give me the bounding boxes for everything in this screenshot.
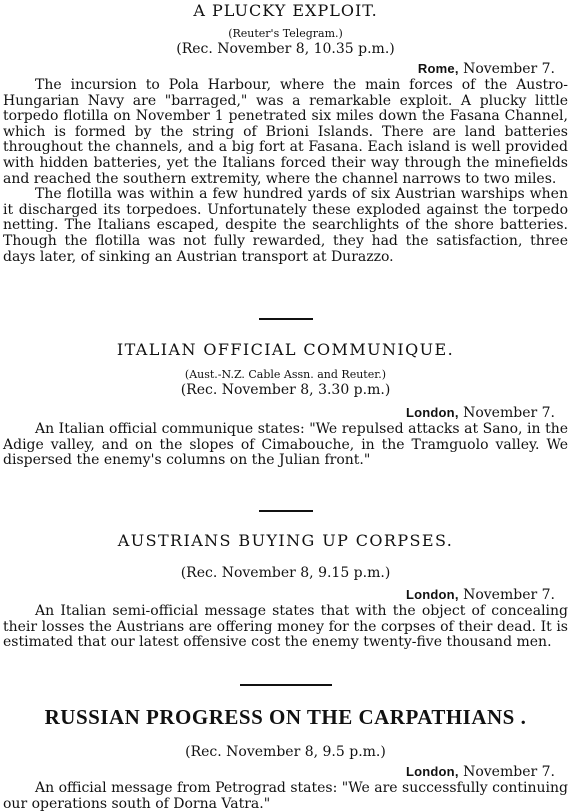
dateline-date: November 7. — [463, 587, 555, 603]
divider-rule — [240, 684, 332, 686]
received-time: (Rec. November 8, 3.30 p.m.) — [180, 382, 391, 398]
dateline-city: Rome, — [417, 61, 459, 76]
paragraph: The flotilla was within a few hundred yards of six Austrian warships when it discharged its torpedoes. Unfortunately these exploded against the torpedo netting. The Italians escaped, despite the searchlights of the shore batteries. Though the flotilla was not fully rewarded, they had the satisfaction, three days later, of sinking an Austrian transport at Durazzo. — [3, 186, 568, 265]
headline: AUSTRIANS BUYING UP CORPSES. — [117, 531, 454, 550]
paragraph: An Italian official communique states: "We repulsed attacks at Sano, in the Adige valley, and on the slopes of Cimabouche, in the Tramguolo valley. We dispersed the enemy's columns on the Julian front." — [3, 421, 568, 469]
headline: A PLUCKY EXPLOIT. — [193, 1, 378, 20]
dateline-date: November 7. — [463, 61, 555, 77]
dateline-city: London, — [405, 764, 459, 779]
divider-rule — [259, 318, 313, 320]
dateline — [0, 763, 571, 781]
news-agency-credit: (Aust.-N.Z. Cable Assn. and Reuter.) — [184, 368, 387, 381]
paragraph: An Italian semi-official message states that with the object of concealing their losses the Austrians are offering money for the corpses of their dead. It is estimated that our latest offensive cost the enemy twenty-five thousand men. — [3, 603, 568, 651]
dateline — [0, 60, 571, 78]
paragraph: The incursion to Pola Harbour, where the main forces of the Austro-Hungarian Navy are "barraged," was a remarkable exploit. A plucky little torpedo flotilla on November 1 penetrated six miles down the Fasana Channel, which is formed by the string of Brioni Islands. There are land batteries throughout the channels, and a big fort at Fasana. Each island is well provided with hidden batteries, yet the Italians forced their way through the minefields and reached the southern extremity, where the channel narrows to two miles. — [3, 77, 568, 187]
received-time: (Rec. November 8, 10.35 p.m.) — [176, 41, 395, 57]
section-divider — [0, 510, 571, 512]
received-time: (Rec. November 8, 9.5 p.m.) — [185, 744, 386, 760]
dateline-date: November 7. — [463, 405, 555, 421]
section-divider — [0, 684, 571, 686]
paragraph: An official message from Petrograd states: "We are successfully continuing our operations south of Dorna Vatra." — [3, 780, 568, 812]
article-austrians-corpses — [0, 531, 571, 651]
article-italian-communique — [0, 340, 571, 469]
section-divider — [0, 318, 571, 320]
article-plucky-exploit — [0, 0, 571, 265]
headline: ITALIAN OFFICIAL COMMUNIQUE. — [116, 340, 455, 359]
dateline — [0, 404, 571, 422]
news-agency-credit: (Reuter's Telegram.) — [228, 27, 343, 40]
received-time: (Rec. November 8, 9.15 p.m.) — [180, 565, 391, 581]
dateline-city: London, — [405, 587, 459, 602]
dateline-date: November 7. — [463, 764, 555, 780]
headline: RUSSIAN PROGRESS ON THE CARPATHIANS . — [44, 705, 527, 729]
dateline-city: London, — [405, 405, 459, 420]
dateline — [0, 586, 571, 604]
article-russian-progress — [0, 704, 571, 812]
divider-rule — [259, 510, 313, 512]
